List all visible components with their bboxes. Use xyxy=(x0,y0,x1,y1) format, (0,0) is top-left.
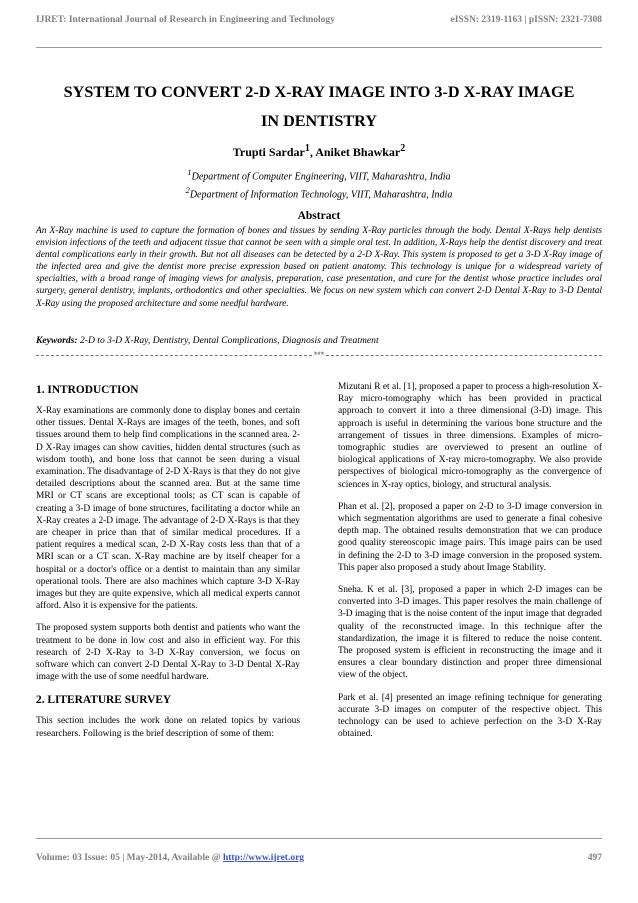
affiliation-1 xyxy=(36,166,602,184)
header-rule xyxy=(36,47,602,48)
author-2: Aniket Bhawkar xyxy=(315,145,401,159)
park-paragraph: Park et al. [4] presented an image refining technique for generating accurate 3-D images on computer of the respective object. This technology can be used to achieve perfection on the 3-D X-Ray obtained. xyxy=(338,692,602,740)
divider-dash-right xyxy=(326,355,602,356)
author-1: Trupti Sardar xyxy=(232,145,305,159)
introduction-paragraph-1: X-Ray examinations are commonly done to display bones and certain other tissues. Dental X-Rays are images of the teeth, bones, and soft tissues around them to help find complications in the scanned area. 2-D X-Ray images can show cavities, hidden dental structures (such as wisdom tooth), and bone loss that cannot be seen during a visual examination. The disadvantage of 2-D X-Rays is that they do not give detailed descriptions about the scanned area. But at the same time MRI or CT scans are exceptional tools; as CT scan is capable of creating a 3-D image of bone structures, facilitating a doctor while an X-Ray creates a 2-D image. The advantage of 2-D X-Rays is that they are cheaper in price than that of similar medical procedures. If a patient requires a medical scan, 2-D X-Ray costs less than that of a MRI scan or a CT scan. X-Ray machine are by itself cheaper for a hospital or a doctor's office or a dentist to maintain than any similar operational tools. There are also machines which capture 3-D X-Ray images but they are quite expensive, which all medical experts cannot afford. Also it is expensive for the patients. xyxy=(36,406,300,612)
literature-survey-paragraph: This section includes the work done on related topics by various researchers. Following is the brief description of some of them: xyxy=(36,716,300,739)
phan-paragraph: Phan et al. [2], proposed a paper on 2-D to 3-D image conversion in which segmentation algorithms are used to generate a final cohesive depth map. The obtained results demonstration that we can produce good quality stereoscopic image pairs. This image pairs can be used in defining the 2-D to 3-D image conversion in the proposed system. This paper also proposed a study about Image Stability. xyxy=(338,501,602,573)
journal-name: IJRET: International Journal of Research in Engineering and Technology xyxy=(36,15,335,25)
divider-dash-left xyxy=(36,355,312,356)
author-list xyxy=(0,143,638,160)
keywords-label: Keywords: xyxy=(36,335,78,346)
keywords xyxy=(36,335,602,346)
keywords-text: 2-D to 3-D X-Ray, Dentistry, Dental Complications, Diagnosis and Treatment xyxy=(77,335,379,346)
footer-volume-text: Volume: 03 Issue: 05 | May-2014, Available @ xyxy=(36,853,223,863)
right-column xyxy=(338,381,602,750)
author-separator: , xyxy=(309,145,316,159)
introduction-heading: 1. INTRODUCTION xyxy=(36,384,139,396)
affiliations xyxy=(36,166,602,203)
abstract-heading: Abstract xyxy=(297,210,341,222)
footer-volume xyxy=(36,853,304,863)
issn-info: eISSN: 2319-1163 | pISSN: 2321-7308 xyxy=(450,15,602,25)
affiliation-1-sup: 1 xyxy=(187,168,192,177)
sneha-paragraph: Sneha. K et al. [3], proposed a paper in which 2-D images can be converted into 3-D images. This paper resolves the main challenge of 3-D imaging that is the noise content of the input image that degraded quality of the reconstructed image. In this technique after the standardization, the image it is filtered to reduce the noise content. The proposed system is efficient in reconstructing the image and it ensures a clear boundary distinction and proper three dimensional view of the object. xyxy=(338,585,602,681)
paper-title xyxy=(36,78,602,136)
mizutani-paragraph: Mizutani R et al. [1], proposed a paper to process a high-resolution X-Ray micro-tomography which has been provided in practical approach to convert it into a three dimensional (3-D) image. This approach is useful in determining the various bone structure and the arrangement of tissues in three dimensions. Examples of micro-tomographic studies are overviewed to present an outline of biological applications of X-ray micro-tomography. We also provide perspectives of biological micro-tomography as the convergence of sciences in X-ray optics, biology, and structural analysis. xyxy=(338,382,602,490)
abstract-body: An X-Ray machine is used to capture the formation of bones and tissues by sending X-Ray particles through the body. Dental X-Rays help dentists envision infections of the teeth and adjacent tissue that cannot be seen with a simple oral test. In addition, X-Rays help the dentist discovery and treat dental complications early in their growth. But not all diseases can be detected by a 2-D X-Ray. This system is proposed to get a 3-D X-Ray image of the infected area and give the dentist more precise expression based on patient anatomy. This technology is unique for a widespread variety of specialties, with a broad range of imaging views for analysis, preparation, case presentation, and cure for the dentist whose practice includes oral surgery, general dentistry, implants, orthodontics and other specialties. We focus on new system which can convert 2-D Dental X-Ray to 3-D Dental X-Ray using the proposed architecture and some needful hardware. xyxy=(36,226,602,309)
section-divider xyxy=(36,349,602,361)
literature-survey-heading: 2. LITERATURE SURVEY xyxy=(36,694,172,707)
title-line-2: IN DENTISTRY xyxy=(261,112,377,130)
left-column xyxy=(36,383,300,750)
affiliation-1-text: Department of Computer Engineering, VIIT, Maharashtra, India xyxy=(191,171,451,183)
affiliation-2 xyxy=(36,184,602,202)
affiliation-2-text: Department of Information Technology, VIIT, Maharashtra, India xyxy=(189,189,453,201)
title-line-1: SYSTEM TO CONVERT 2-D X-RAY IMAGE INTO 3-D X-RAY IMAGE xyxy=(63,83,575,101)
author-1-sup: 1 xyxy=(304,143,310,154)
page-number: 497 xyxy=(587,853,602,863)
footer-url-link[interactable]: http://www.ijret.org xyxy=(222,853,305,863)
affiliation-2-sup: 2 xyxy=(185,186,190,196)
introduction-paragraph-2: The proposed system supports both dentist and patients who want the treatment to be done in low cost and also in efficient way. For this research of 2-D X-Ray to 3-D X-Ray conversion, we focus on software which can convert 2-D Dental X-Ray to 3-D Dental X-Ray image with the use of some needful hardware. xyxy=(36,623,300,683)
author-2-sup: 2 xyxy=(400,143,406,154)
footer-rule xyxy=(36,838,602,839)
divider-stars: *** xyxy=(313,350,325,360)
